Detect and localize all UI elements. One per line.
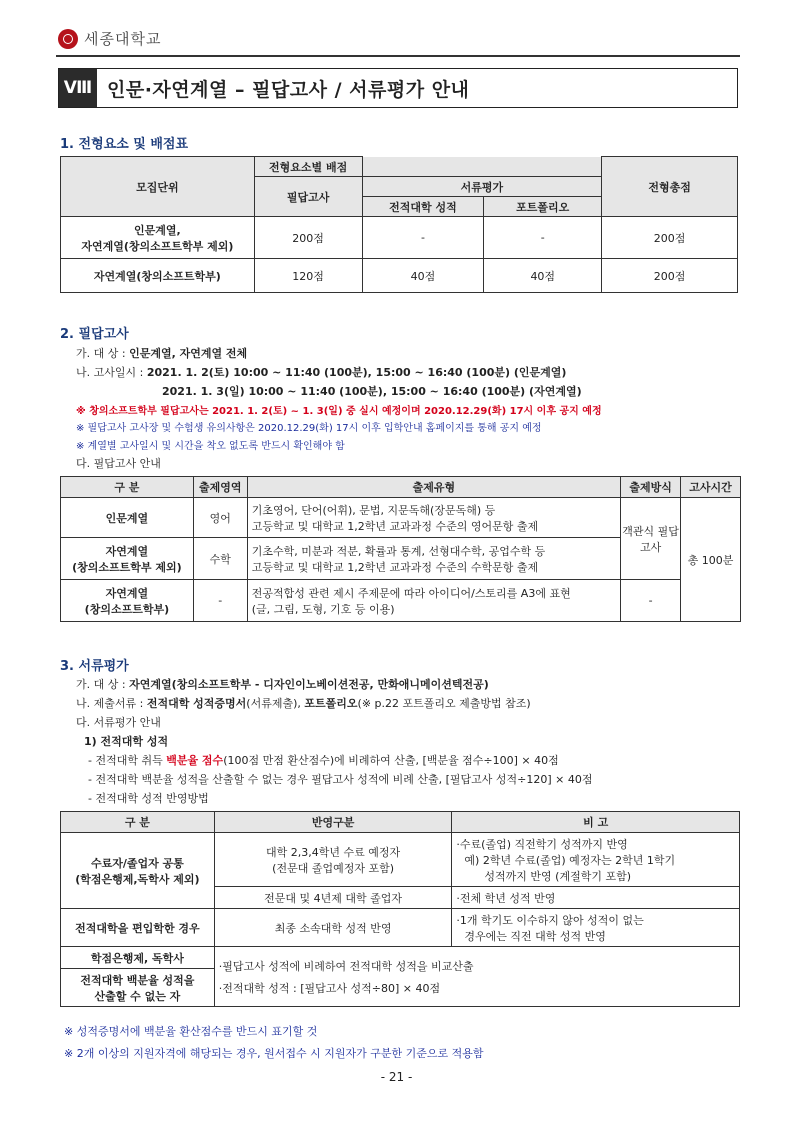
table-row: 전적대학을 편입학한 경우 최종 소속대학 성적 반영 ·1개 학기도 이수하지 않아 성적이 없는 경우에는 직전 대학 성적 반영 <box>61 909 740 947</box>
section1-title: 1. 전형요소 및 배점표 <box>60 137 189 152</box>
docs-desc-3: - 전적대학 성적 반영방법 <box>88 792 209 805</box>
table-row: 자연계열 (창의소프트학부 제외) 수학 기초수학, 미분과 적분, 확률과 통계, 선형대수학, 공업수학 등 고등학교 및 대학교 1,2학년 교과과정 수준의 수학문항 출제 <box>61 538 741 580</box>
table-row: 수료자/졸업자 공통 (학점은행제,독학사 제외) 대학 2,3,4학년 수료 예정자 (전문대 졸업예정자 포함) ·수료(졸업) 직전학기 성적까지 반영 예) 2학년 수료(졸업) 예정자는 2학년 1학기 성적까지 반영 (계절학기 포함) <box>61 833 740 887</box>
exam-table: 구 분 출제영역 출제유형 출제방식 고사시간 인문계열 영어 기초영어, 단어(어휘), 문법, 지문독해(장문독해) 등 고등학교 및 대학교 1,2학년 교과과정 수준의 영어문항 출제 객관식 필답고사 총 100분 자연계열 (창의소프트학부 제외) 수학 기초수학, 미분과 적분, 확률과 통계, 선형대수학, 공업수학 등 고등학교 및 대학교 1,2학년 교과과정 수준의 수학문항 출제 자연계열 (창의소프트학부) - 전공적합성 관련 제시 주제문에 따라 아이디어/스토리를 A3에 표현 (글, 그림, 도형, 기호 등 이용) - <box>60 476 741 622</box>
university-logo <box>58 28 161 49</box>
table-row: 전문대 및 4년제 대학 졸업자 ·전체 학년 성적 반영 <box>61 887 740 909</box>
th-exam: 필답고사 <box>254 177 362 217</box>
grade-reflect-table: 구 분 반영구분 비 고 수료자/졸업자 공통 (학점은행제,독학사 제외) 대학 2,3,4학년 수료 예정자 (전문대 졸업예정자 포함) ·수료(졸업) 직전학기 성적까지 반영 예) 2학년 수료(졸업) 예정자는 2학년 1학기 성적까지 반영 (계절학기 포함) 전문대 및 4년제 대학 졸업자 ·전체 학년 성적 반영 전적대학을 편입학한 경우 최종 소속대학 성적 반영 ·1개 학기도 이수하지 않아 성적이 없는 경우에는 직전 대학 성적 반영 학점은행제, 독학사 ·필답고사 성적에 비례하여 전적대학 성적을 비교산출 ·전적대학 성적 : [필답고사 성적÷80] × 40점 전적대학 백분율 성적을 산출할 수 없는 자 <box>60 811 740 1007</box>
table-row: 자연계열(창의소프트학부) 120점 40점 40점 200점 <box>61 259 738 293</box>
section3-title: 3. 서류평가 <box>60 659 129 674</box>
score-table <box>60 156 738 293</box>
th-portfolio: 포트폴리오 <box>484 197 602 217</box>
table-row: 학점은행제, 독학사 ·필답고사 성적에 비례하여 전적대학 성적을 비교산출 ·전적대학 성적 : [필답고사 성적÷80] × 40점 <box>61 947 740 969</box>
table-row: 자연계열 (창의소프트학부) - 전공적합성 관련 제시 주제문에 따라 아이디어/스토리를 A3에 표현 (글, 그림, 도형, 기호 등 이용) - <box>61 580 741 622</box>
exam-date-1: 나. 고사일시 : 2021. 1. 2(토) 10:00 ~ 11:40 (100분), 15:00 ~ 16:40 (100분) (인문계열) <box>76 366 567 379</box>
exam-note-blue-2: ※ 계열별 고사일시 및 시간을 착오 없도록 반드시 확인해야 함 <box>76 441 345 452</box>
th-docs: 서류평가 <box>362 177 602 197</box>
th-grades: 전적대학 성적 <box>362 197 484 217</box>
chapter-banner <box>58 68 738 108</box>
th-unit: 모집단위 <box>61 157 255 217</box>
header-divider <box>56 55 740 57</box>
docs-desc-1: - 전적대학 취득 백분율 점수(100점 만점 환산점수)에 비례하여 산출, [백분율 점수÷100] × 40점 <box>88 754 559 767</box>
table-row: 전적대학 백분율 성적을 산출할 수 없는 자 <box>61 969 740 1007</box>
chapter-title: 인문·자연계열 – 필답고사 / 서류평가 안내 <box>107 78 470 101</box>
university-seal-icon <box>58 29 78 49</box>
docs-submit: 나. 제출서류 : 전적대학 성적증명서(서류제출), 포트폴리오(※ p.22 포트폴리오 제출방법 참조) <box>76 697 531 710</box>
docs-foot-note-1: ※ 성적증명서에 백분율 환산점수를 반드시 표기할 것 <box>64 1025 318 1038</box>
university-name: 세종대학교 <box>84 30 162 48</box>
section2-title: 2. 필답고사 <box>60 327 129 342</box>
exam-guide: 다. 필답고사 안내 <box>76 457 161 470</box>
table-row: 인문계열 영어 기초영어, 단어(어휘), 문법, 지문독해(장문독해) 등 고등학교 및 대학교 1,2학년 교과과정 수준의 영어문항 출제 객관식 필답고사 총 100분 <box>61 498 741 538</box>
docs-guide: 다. 서류평가 안내 <box>76 716 161 729</box>
chapter-number: Ⅷ <box>59 69 97 107</box>
exam-note-red: ※ 창의소프트학부 필답고사는 2021. 1. 2(토) ~ 1. 3(일) 중 실시 예정이며 2020.12.29(화) 17시 이후 공지 예정 <box>76 406 602 417</box>
docs-sub-title: 1) 전적대학 성적 <box>84 735 169 748</box>
docs-foot-note-2: ※ 2개 이상의 지원자격에 해당되는 경우, 원서접수 시 지원자가 구분한 기준으로 적용함 <box>64 1047 484 1060</box>
docs-desc-2: - 전적대학 백분율 성적을 산출할 수 없는 경우 필답고사 성적에 비례 산출, [필답고사 성적÷120] × 40점 <box>88 773 593 786</box>
th-total: 전형총점 <box>602 157 738 217</box>
exam-note-blue-1: ※ 필답고사 고사장 및 수험생 유의사항은 2020.12.29(화) 17시 이후 입학안내 홈페이지를 통해 공지 예정 <box>76 423 542 434</box>
exam-target: 가. 대 상 : 인문계열, 자연계열 전체 <box>76 347 248 360</box>
exam-date-2: 2021. 1. 3(일) 10:00 ~ 11:40 (100분), 15:00 ~ 16:40 (100분) (자연계열) <box>162 385 582 398</box>
table-row: 인문계열, 자연계열(창의소프트학부 제외) 200점 - - 200점 <box>61 217 738 259</box>
th-scores: 전형요소별 배점 <box>254 157 362 177</box>
page-number: - 21 - <box>380 1070 413 1084</box>
docs-target: 가. 대 상 : 자연계열(창의소프트학부 - 디자인이노베이션전공, 만화애니메이션텍전공) <box>76 678 489 691</box>
